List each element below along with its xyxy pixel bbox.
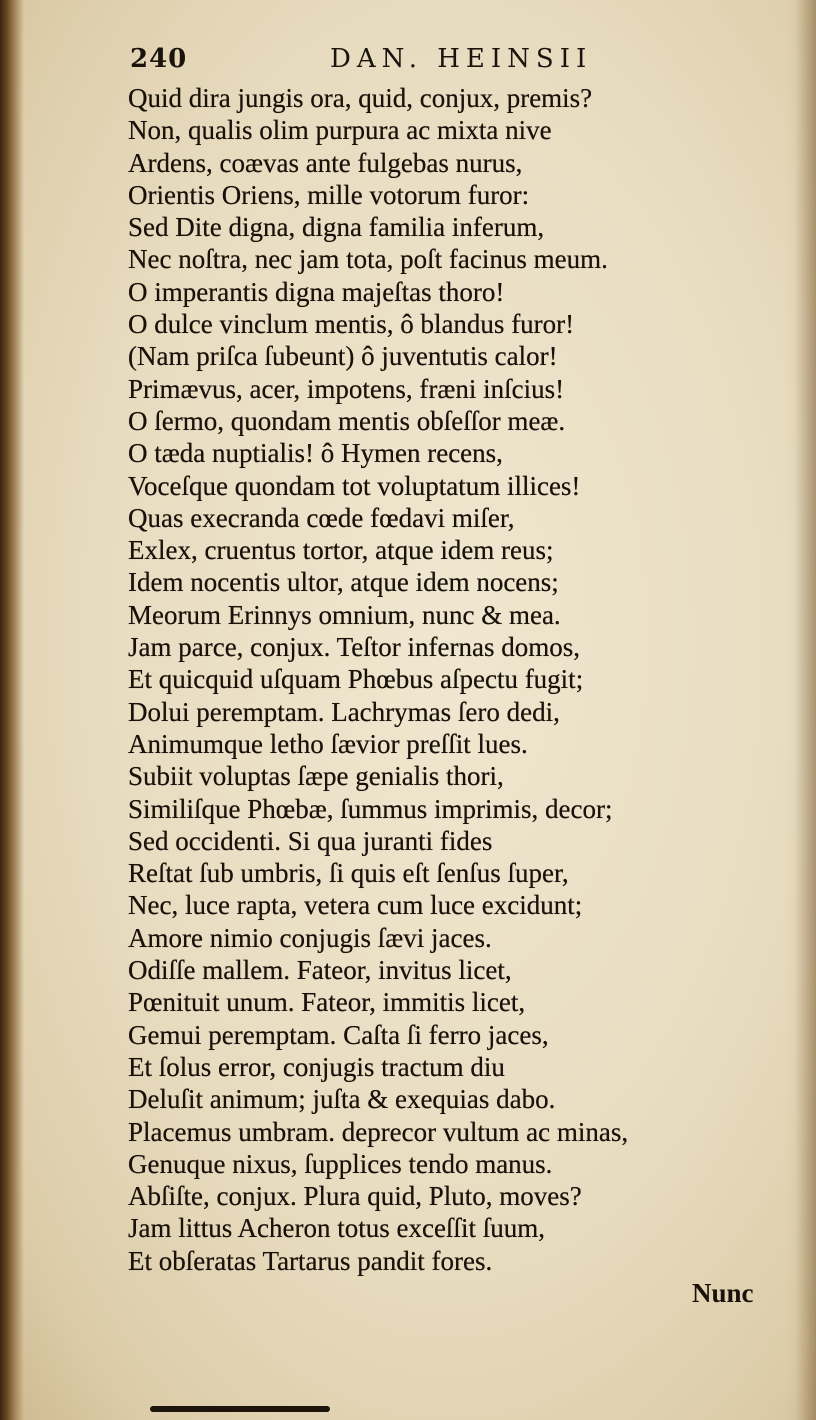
verse-line: Et ſolus error, conjugis tractum diu [128, 1051, 505, 1082]
verse-line: Pœnituit unum. Fateor, immitis licet, [128, 987, 526, 1018]
page-bottom-shadow [150, 1406, 330, 1412]
verse-line: Animumque letho ſævior preſſit lues. [128, 728, 528, 759]
verse-line: Quas execranda cœde fœdavi miſer, [128, 502, 515, 533]
verse-line: Gemui peremptam. Caſta ſi ferro jaces, [128, 1019, 549, 1050]
verse-line: Et obſeratas Tartarus pandit fores. [128, 1245, 493, 1276]
verse-line: O imperantis digna majeſtas thoro! [128, 276, 505, 307]
page-edge-shadow [786, 0, 816, 1420]
verse-line: Similiſque Phœbæ, ſummus imprimis, decor; [128, 793, 613, 824]
verse-line: Idem nocentis ultor, atque idem nocens; [128, 567, 559, 598]
running-title: DAN. HEINSII [330, 44, 593, 74]
verse-line: O dulce vinclum mentis, ô blandus furor! [128, 309, 575, 340]
verse-line: Jam parce, conjux. Teſtor infernas domos, [128, 632, 580, 663]
book-spine-shadow [0, 0, 24, 1420]
verse-line: Sed occidenti. Si qua juranti fides [128, 825, 493, 856]
verse-line: Quid dira jungis ora, quid, conjux, premis? [128, 83, 593, 113]
verse-line: Odiſſe mallem. Fateor, invitus licet, [128, 955, 512, 986]
verse-line: Non, qualis olim purpura ac mixta nive [128, 115, 552, 146]
page-number: 240 [130, 44, 188, 74]
verse-line: Sed Dite digna, digna familia inferum, [128, 212, 545, 243]
verse-line: Deluſit animum; juſta & exequias dabo. [128, 1084, 556, 1115]
verse-line: Subiit voluptas ſæpe genialis thori, [128, 761, 504, 792]
verse-line: Voceſque quondam tot voluptatum illices! [128, 470, 581, 501]
verse-line: Dolui peremptam. Lachrymas ſero dedi, [128, 696, 560, 727]
verse-line: Abſiſte, conjux. Plura quid, Pluto, moves? [128, 1181, 582, 1212]
verse-line: Reſtat ſub umbris, ſi quis eſt ſenſus ſuper, [128, 858, 569, 889]
verse-line: O tæda nuptialis! ô Hymen recens, [128, 438, 503, 469]
verse-line: Nec, luce rapta, vetera cum luce excidunt; [128, 890, 583, 921]
verse-line: (Nam priſca ſubeunt) ô juventutis calor! [128, 341, 558, 372]
catchword: Nunc [692, 1278, 754, 1308]
verse-line: Jam littus Acheron totus exceſſit ſuum, [128, 1213, 545, 1244]
verse-line: Genuque nixus, ſupplices tendo manus. [128, 1148, 553, 1179]
verse-line: Orientis Oriens, mille votorum furor: [128, 179, 530, 210]
verse-line: Amore nimio conjugis ſævi jaces. [128, 922, 492, 953]
verse-line: Meorum Erinnys omnium, nunc & mea. [128, 599, 561, 630]
verse-line: Et quicquid uſquam Phœbus aſpectu fugit; [128, 664, 584, 695]
verse-line: O ſermo, quondam mentis obſeſſor meæ. [128, 405, 566, 436]
running-head [130, 40, 630, 80]
verse-line: Ardens, coævas ante fulgebas nurus, [128, 147, 523, 178]
verse-line: Placemus umbram. deprecor vultum ac minas, [128, 1116, 629, 1147]
verse-line: Primævus, acer, impotens, fræni inſcius! [128, 373, 565, 404]
verse-line: Exlex, cruentus tortor, atque idem reus; [128, 535, 554, 566]
verse-block [128, 82, 748, 1277]
verse-line: Nec noſtra, nec jam tota, poſt facinus meum. [128, 244, 608, 275]
